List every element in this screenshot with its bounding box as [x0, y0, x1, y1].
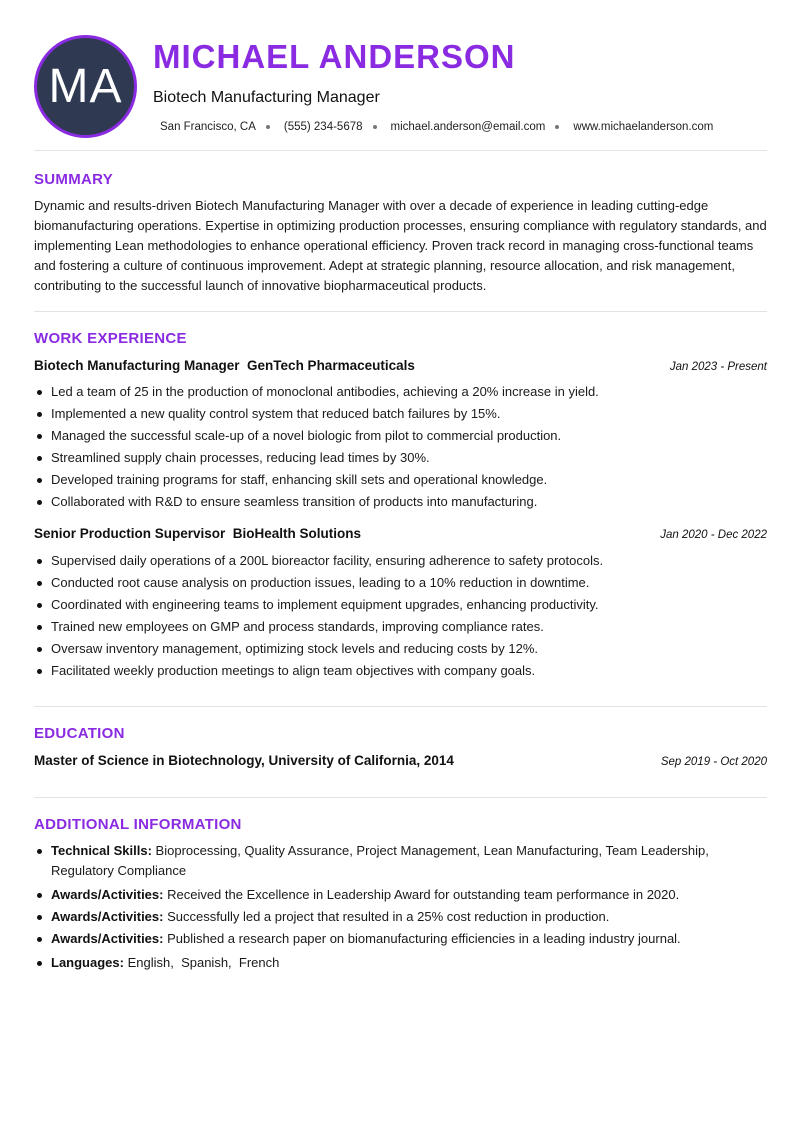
job-company: BioHealth Solutions	[232, 526, 362, 541]
section-heading-additional: ADDITIONAL INFORMATION	[34, 816, 242, 833]
contact-separator	[373, 125, 377, 129]
candidate-name: MICHAEL ANDERSON	[153, 38, 516, 75]
job-company: GenTech Pharmaceuticals	[247, 358, 415, 373]
list-item: Streamlined supply chain processes, reducing lead times by 30%.	[34, 447, 769, 469]
list-item	[34, 907, 769, 927]
avatar-initials: MA	[48, 60, 123, 113]
list-item	[34, 953, 769, 973]
divider	[34, 797, 767, 798]
job-title-line	[34, 526, 361, 541]
info-label: Awards/Activities:	[51, 931, 164, 946]
list-item: Collaborated with R&D to ensure seamless transition of products into manufacturing.	[34, 491, 769, 513]
list-item: Conducted root cause analysis on production issues, leading to a 10% reduction in downtime.	[34, 572, 769, 594]
info-text: Published a research paper on biomanufacturing efficiencies in a leading industry journal.	[167, 931, 681, 946]
contact-email[interactable]: michael.anderson@email.com	[390, 121, 546, 133]
list-item	[34, 841, 769, 881]
candidate-role: Biotech Manufacturing Manager	[153, 89, 380, 106]
job-header	[34, 358, 767, 373]
divider	[34, 706, 767, 707]
job-title-line	[34, 358, 415, 373]
contact-bar	[160, 121, 713, 133]
info-label: Awards/Activities:	[51, 909, 164, 924]
list-item	[34, 885, 769, 905]
job-bullets	[34, 381, 769, 513]
list-item: Led a team of 25 in the production of monoclonal antibodies, achieving a 20% increase in yield.	[34, 381, 769, 403]
info-text: Bioprocessing, Quality Assurance, Project Management, Lean Manufacturing, Team Leadership, Regulatory Compliance	[51, 843, 709, 878]
list-item: Trained new employees on GMP and process standards, improving compliance rates.	[34, 616, 769, 638]
summary-text: Dynamic and results-driven Biotech Manufacturing Manager with over a decade of experience in leading cutting-edge biomanufacturing operations. Expertise in optimizing production processes, ensuring compliance with regulatory standards, and implementing Lean methodologies to enhance operational efficiency. Proven track record in managing cross-functional teams and fostering a culture of continuous improvement. Adept at strategic planning, resource allocation, and risk management, contributing to the successful launch of innovative biopharmaceutical products.	[34, 198, 767, 293]
list-item: Facilitated weekly production meetings to align team objectives with company goals.	[34, 660, 769, 682]
divider	[34, 311, 767, 312]
section-heading-education: EDUCATION	[34, 725, 125, 742]
contact-phone: (555) 234-5678	[283, 121, 363, 133]
list-item: Managed the successful scale-up of a novel biologic from pilot to commercial production.	[34, 425, 769, 447]
info-text: English, Spanish, French	[127, 955, 280, 970]
job-bullets	[34, 550, 769, 682]
contact-website[interactable]: www.michaelanderson.com	[573, 121, 714, 133]
list-item: Supervised daily operations of a 200L bioreactor facility, ensuring adherence to safety protocols.	[34, 550, 769, 572]
list-item	[34, 929, 769, 949]
info-label: Awards/Activities:	[51, 887, 164, 902]
job-header	[34, 526, 767, 541]
contact-separator	[555, 125, 559, 129]
section-heading-experience: WORK EXPERIENCE	[34, 330, 187, 347]
job-dates: Jan 2023 - Present	[669, 361, 767, 373]
avatar	[34, 35, 137, 138]
education-entry	[34, 753, 767, 768]
list-item: Coordinated with engineering teams to implement equipment upgrades, enhancing productivity.	[34, 594, 769, 616]
list-item: Oversaw inventory management, optimizing stock levels and reducing costs by 12%.	[34, 638, 769, 660]
info-text: Received the Excellence in Leadership Award for outstanding team performance in 2020.	[167, 887, 680, 902]
section-heading-summary: SUMMARY	[34, 171, 114, 188]
contact-separator	[266, 125, 270, 129]
divider	[34, 150, 767, 151]
job-title: Senior Production Supervisor	[34, 526, 226, 541]
job-dates: Jan 2020 - Dec 2022	[660, 529, 767, 541]
info-label: Technical Skills:	[51, 843, 152, 858]
list-item: Developed training programs for staff, enhancing skill sets and operational knowledge.	[34, 469, 769, 491]
education-degree: Master of Science in Biotechnology, University of California, 2014	[34, 753, 454, 768]
job-title: Biotech Manufacturing Manager	[34, 358, 240, 373]
info-text: Successfully led a project that resulted in a 25% cost reduction in production.	[167, 909, 610, 924]
list-item: Implemented a new quality control system that reduced batch failures by 15%.	[34, 403, 769, 425]
info-label: Languages:	[51, 955, 124, 970]
additional-info-list	[34, 841, 769, 975]
contact-location: San Francisco, CA	[160, 121, 256, 133]
education-dates: Sep 2019 - Oct 2020	[660, 756, 767, 768]
